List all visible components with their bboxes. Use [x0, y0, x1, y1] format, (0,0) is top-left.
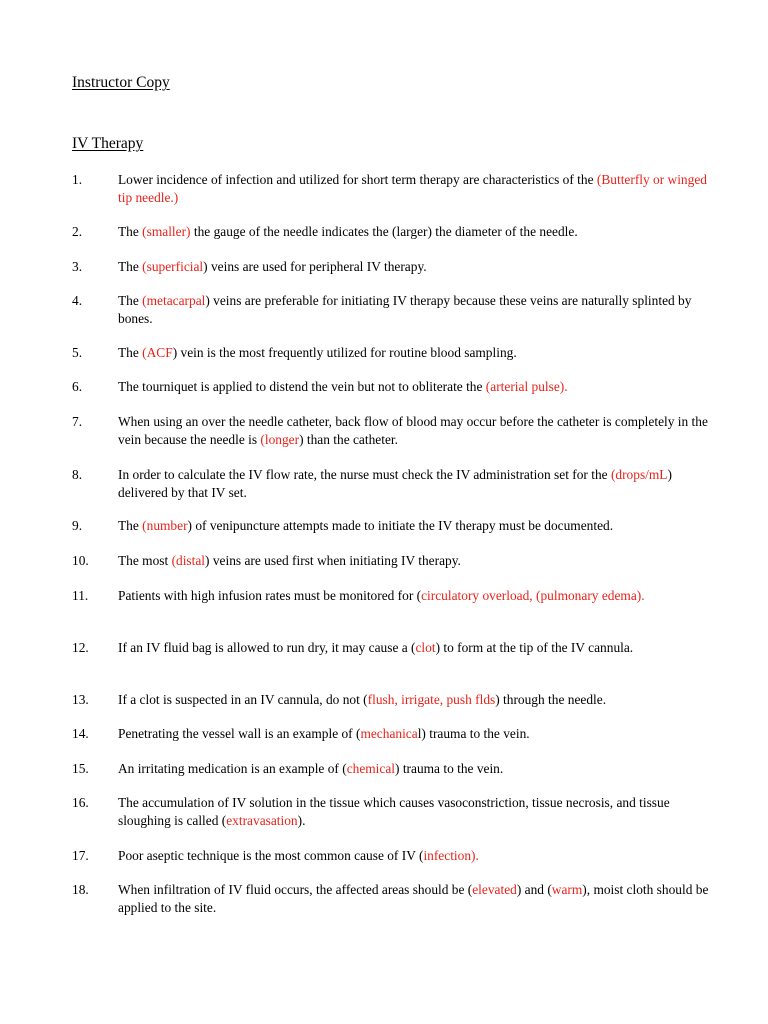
question-item [72, 760, 712, 778]
question-text [118, 725, 712, 743]
question-text [118, 881, 712, 916]
question-text [118, 223, 712, 241]
prompt-text: ) of venipuncture attempts made to initiate the IV therapy must be documented. [187, 518, 614, 533]
prompt-text: The [118, 518, 143, 533]
question-text [118, 344, 712, 362]
question-item [72, 587, 712, 605]
answer-text: circulatory overload, (pulmonary edema). [421, 588, 645, 603]
prompt-text: ). [297, 812, 306, 828]
prompt-text: ) veins are used first when initiating IV therapy. [205, 553, 461, 568]
question-number: 10. [72, 553, 89, 568]
question-item [72, 292, 712, 327]
question-number: 1. [72, 172, 83, 187]
answer-text: mechanica [360, 726, 418, 741]
prompt-text: The [118, 345, 143, 360]
prompt-text: ) through the needle. [495, 692, 607, 707]
answer-text: (arterial pulse). [485, 379, 568, 394]
prompt-text: The [118, 224, 143, 239]
question-item [72, 552, 712, 570]
prompt-text: If a clot is suspected in an IV cannula, do not ( [118, 692, 368, 707]
answer-text: (distal [171, 553, 206, 568]
prompt-text: ) veins are used for peripheral IV therapy. [203, 259, 427, 274]
prompt-text: The accumulation of IV solution in the tissue which causes vasoconstriction, tissue necrosis, and tissue sloughing is called ( [118, 795, 670, 828]
prompt-text: The most [118, 553, 172, 568]
question-text [118, 587, 712, 605]
question-item [72, 466, 712, 501]
prompt-text: l) trauma to the vein. [417, 726, 530, 741]
question-item [72, 344, 712, 362]
question-text [118, 413, 712, 448]
prompt-text: Poor aseptic technique is the most common cause of IV ( [118, 848, 424, 863]
question-text [118, 292, 712, 327]
prompt-text: The tourniquet is applied to distend the vein but not to obliterate the [118, 379, 486, 394]
prompt-text: the gauge of the needle indicates the (larger) the diameter of the needle. [190, 224, 578, 239]
prompt-text: An irritating medication is an example of ( [118, 761, 347, 776]
answer-text: warm [551, 882, 583, 897]
answer-text: elevated [472, 882, 517, 897]
question-number: 18. [72, 882, 89, 897]
prompt-text: Patients with high infusion rates must be monitored for ( [118, 588, 422, 603]
answer-text: (longer [260, 431, 300, 447]
prompt-text: ) veins are preferable for initiating IV therapy because these veins are naturally splinted by bones. [118, 293, 692, 326]
question-text [118, 639, 712, 657]
prompt-text: If an IV fluid bag is allowed to run dry, it may cause a ( [118, 640, 416, 655]
question-item [72, 794, 712, 829]
prompt-text: In order to calculate the IV flow rate, the nurse must check the IV administration set for the [118, 467, 611, 482]
prompt-text: Lower incidence of infection and utilized for short term therapy are characteristics of the [118, 172, 597, 187]
question-text [118, 466, 712, 501]
answer-text: (smaller) [142, 224, 191, 239]
prompt-text: ) and ( [516, 882, 552, 897]
question-number: 5. [72, 345, 83, 360]
answer-text: (drops/mL [610, 467, 668, 482]
prompt-text: ) vein is the most frequently utilized for routine blood sampling. [172, 345, 517, 360]
answer-text: (number [142, 518, 188, 533]
prompt-text: The [118, 293, 143, 308]
question-number: 17. [72, 848, 89, 863]
question-item [72, 258, 712, 276]
question-item [72, 691, 712, 709]
answer-text: (metacarpal [142, 293, 206, 308]
question-text [118, 552, 712, 570]
section-title: IV Therapy [72, 135, 144, 152]
prompt-text: When using an over the needle catheter, back flow of blood may occur before the catheter is completely in the vein because the needle is [118, 414, 708, 447]
question-number: 16. [72, 795, 89, 810]
question-text [118, 517, 712, 535]
question-item [72, 378, 712, 396]
question-number: 4. [72, 293, 83, 308]
prompt-text: When infiltration of IV fluid occurs, the affected areas should be ( [118, 882, 473, 897]
question-text [118, 258, 712, 276]
answer-text: infection). [423, 848, 479, 863]
answer-text: (ACF [142, 345, 173, 360]
prompt-text: ) delivered by that IV set. [118, 467, 672, 500]
question-number: 11. [72, 588, 89, 603]
question-number: 6. [72, 379, 83, 394]
question-text [118, 378, 712, 396]
question-item [72, 725, 712, 743]
question-item [72, 413, 712, 448]
question-item [72, 517, 712, 535]
question-text [118, 760, 712, 778]
question-number: 13. [72, 692, 89, 707]
question-number: 9. [72, 518, 83, 533]
question-text [118, 691, 712, 709]
answer-text: flush, irrigate, push flds [367, 692, 496, 707]
question-number: 12. [72, 640, 89, 655]
question-text [118, 794, 712, 829]
prompt-text: The [118, 259, 143, 274]
question-number: 2. [72, 224, 83, 239]
question-item [72, 639, 712, 657]
answer-text: chemical [346, 761, 396, 776]
answer-text: clot [415, 640, 436, 655]
question-number: 3. [72, 259, 83, 274]
question-item [72, 171, 712, 206]
question-text [118, 171, 712, 206]
prompt-text: ) trauma to the vein. [395, 761, 504, 776]
question-text [118, 847, 712, 865]
answer-text: (Butterfly or winged tip needle.) [118, 172, 707, 205]
answer-text: extravasation [226, 812, 298, 828]
question-number: 15. [72, 761, 89, 776]
question-item [72, 881, 712, 916]
question-item [72, 223, 712, 241]
prompt-text: ), moist cloth should be applied to the site. [118, 882, 709, 915]
prompt-text: Penetrating the vessel wall is an example of ( [118, 726, 361, 741]
prompt-text: ) to form at the tip of the IV cannula. [435, 640, 634, 655]
document-title: Instructor Copy [72, 74, 170, 91]
question-number: 14. [72, 726, 89, 741]
question-number: 7. [72, 414, 83, 429]
prompt-text: ) than the catheter. [299, 431, 398, 447]
question-number: 8. [72, 467, 83, 482]
answer-text: (superficial [142, 259, 204, 274]
question-item [72, 847, 712, 865]
